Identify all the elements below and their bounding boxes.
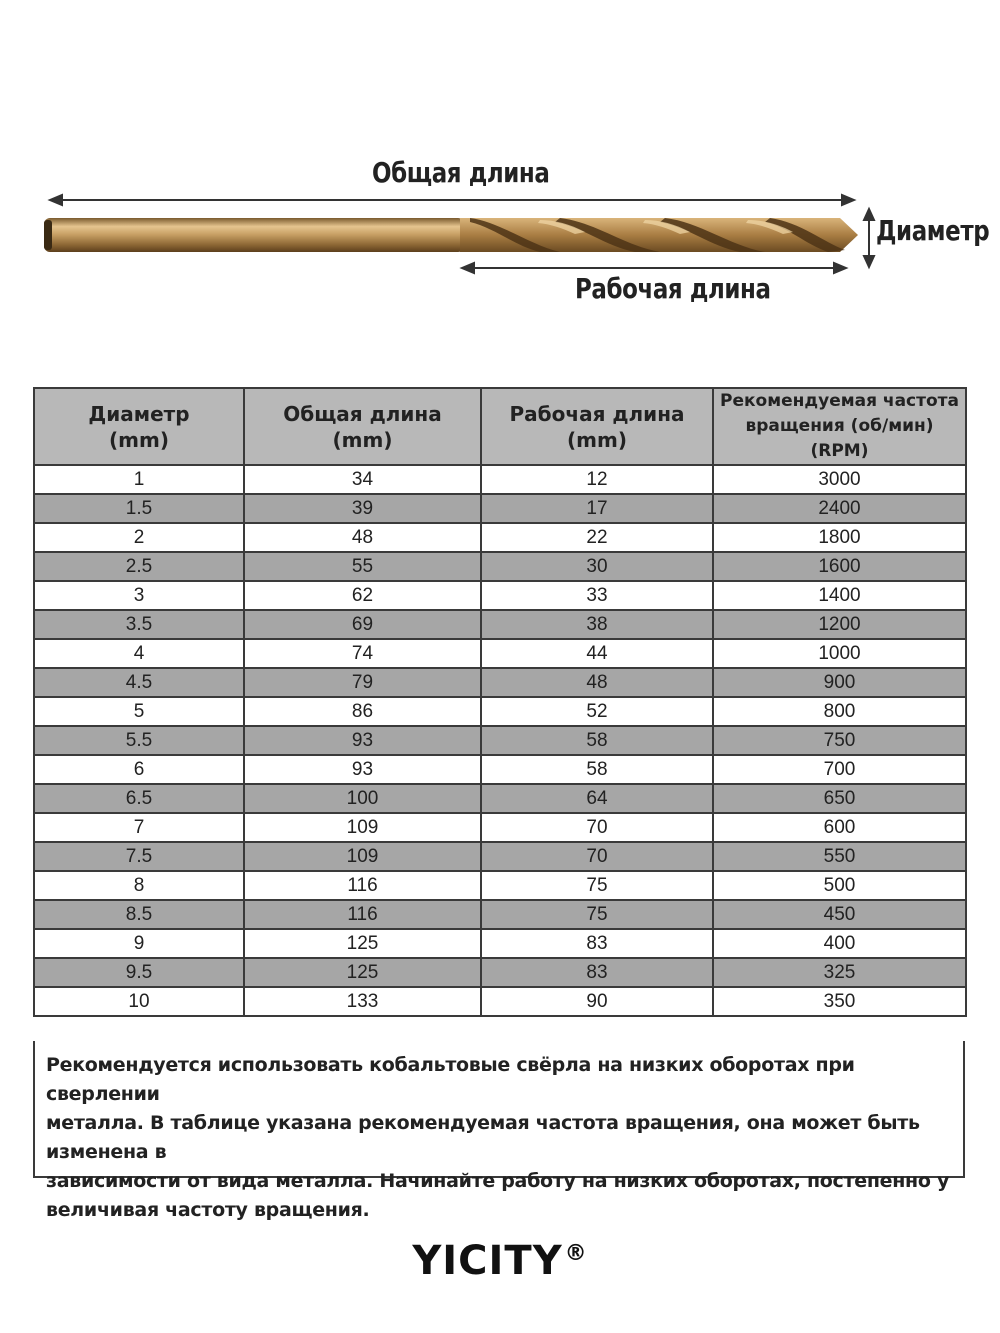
cell: 8.5 — [34, 900, 244, 929]
table-row — [34, 465, 966, 494]
header-rpm: Рекомендуемая частота вращения (об/мин) (RPM) — [713, 388, 966, 465]
cell: 75 — [481, 900, 713, 929]
cell: 17 — [481, 494, 713, 523]
cell: 700 — [713, 755, 966, 784]
table-row — [34, 871, 966, 900]
cell: 55 — [244, 552, 481, 581]
cell: 1.5 — [34, 494, 244, 523]
total-length-arrow — [50, 195, 854, 205]
table-row — [34, 494, 966, 523]
cell: 34 — [244, 465, 481, 494]
cell: 69 — [244, 610, 481, 639]
cell: 58 — [481, 755, 713, 784]
cell: 133 — [244, 987, 481, 1016]
cell: 22 — [481, 523, 713, 552]
cell: 1200 — [713, 610, 966, 639]
drill-shank-end — [44, 220, 52, 250]
cell: 1400 — [713, 581, 966, 610]
cell: 83 — [481, 958, 713, 987]
brand-logo — [0, 1238, 1000, 1284]
cell: 116 — [244, 900, 481, 929]
cell: 33 — [481, 581, 713, 610]
cell: 750 — [713, 726, 966, 755]
diameter-arrow — [864, 209, 874, 267]
cell: 4.5 — [34, 668, 244, 697]
cell: 3 — [34, 581, 244, 610]
note-line: металла. В таблице указана рекомендуемая частота вращения, она может быть изменена в — [46, 1112, 920, 1163]
table-row — [34, 813, 966, 842]
header-diameter: Диаметр (mm) — [34, 388, 244, 465]
cell: 325 — [713, 958, 966, 987]
drill-spec-table — [33, 387, 967, 1017]
cell: 125 — [244, 958, 481, 987]
cell: 38 — [481, 610, 713, 639]
note-line: Рекомендуется использовать кобальтовые свёрла на низких оборотах при сверлении — [46, 1054, 855, 1105]
note-line: зависимости от вида металла. Начинайте работу на низких оборотах, постепенно у — [46, 1170, 950, 1192]
cell: 9 — [34, 929, 244, 958]
table-row — [34, 929, 966, 958]
cell: 44 — [481, 639, 713, 668]
cell: 800 — [713, 697, 966, 726]
working-length-label: Рабочая длина — [575, 272, 771, 305]
table-row — [34, 755, 966, 784]
drill-diagram — [0, 0, 1000, 340]
cell: 8 — [34, 871, 244, 900]
cell: 3.5 — [34, 610, 244, 639]
cell: 93 — [244, 755, 481, 784]
cell: 900 — [713, 668, 966, 697]
cell: 350 — [713, 987, 966, 1016]
cell: 83 — [481, 929, 713, 958]
cell: 125 — [244, 929, 481, 958]
brand-name: YICITY — [412, 1238, 563, 1284]
cell: 64 — [481, 784, 713, 813]
usage-note — [33, 1041, 965, 1221]
diameter-label: Диаметр — [876, 214, 990, 247]
cell: 93 — [244, 726, 481, 755]
cell: 7.5 — [34, 842, 244, 871]
drill-shank — [44, 218, 464, 252]
note-line: величивая частоту вращения. — [46, 1199, 370, 1221]
cell: 550 — [713, 842, 966, 871]
header-working-length: Рабочая длина (mm) — [481, 388, 713, 465]
table-header-row — [34, 388, 966, 465]
cell: 1600 — [713, 552, 966, 581]
cell: 109 — [244, 842, 481, 871]
cell: 1 — [34, 465, 244, 494]
cell: 9.5 — [34, 958, 244, 987]
table-row — [34, 581, 966, 610]
cell: 6 — [34, 755, 244, 784]
table-row — [34, 552, 966, 581]
cell: 10 — [34, 987, 244, 1016]
cell: 79 — [244, 668, 481, 697]
cell: 650 — [713, 784, 966, 813]
cell: 500 — [713, 871, 966, 900]
table-row — [34, 697, 966, 726]
cell: 6.5 — [34, 784, 244, 813]
cell: 400 — [713, 929, 966, 958]
registered-mark: ® — [564, 1241, 588, 1266]
cell: 75 — [481, 871, 713, 900]
table-row — [34, 726, 966, 755]
total-length-label: Общая длина — [372, 156, 550, 189]
cell: 12 — [481, 465, 713, 494]
cell: 74 — [244, 639, 481, 668]
cell: 109 — [244, 813, 481, 842]
cell: 48 — [244, 523, 481, 552]
cell: 600 — [713, 813, 966, 842]
cell: 70 — [481, 813, 713, 842]
cell: 86 — [244, 697, 481, 726]
table-row — [34, 987, 966, 1016]
cell: 2 — [34, 523, 244, 552]
cell: 2400 — [713, 494, 966, 523]
header-total-length: Общая длина (mm) — [244, 388, 481, 465]
cell: 5.5 — [34, 726, 244, 755]
table-row — [34, 639, 966, 668]
cell: 100 — [244, 784, 481, 813]
table-row — [34, 958, 966, 987]
cell: 2.5 — [34, 552, 244, 581]
cell: 1000 — [713, 639, 966, 668]
cell: 5 — [34, 697, 244, 726]
cell: 30 — [481, 552, 713, 581]
cell: 4 — [34, 639, 244, 668]
cell: 62 — [244, 581, 481, 610]
cell: 116 — [244, 871, 481, 900]
table-row — [34, 668, 966, 697]
cell: 48 — [481, 668, 713, 697]
cell: 450 — [713, 900, 966, 929]
table-row — [34, 784, 966, 813]
cell: 90 — [481, 987, 713, 1016]
table-row — [34, 523, 966, 552]
cell: 1800 — [713, 523, 966, 552]
cell: 3000 — [713, 465, 966, 494]
cell: 58 — [481, 726, 713, 755]
table-row — [34, 842, 966, 871]
cell: 70 — [481, 842, 713, 871]
cell: 7 — [34, 813, 244, 842]
cell: 52 — [481, 697, 713, 726]
table-row — [34, 610, 966, 639]
cell: 39 — [244, 494, 481, 523]
table-row — [34, 900, 966, 929]
